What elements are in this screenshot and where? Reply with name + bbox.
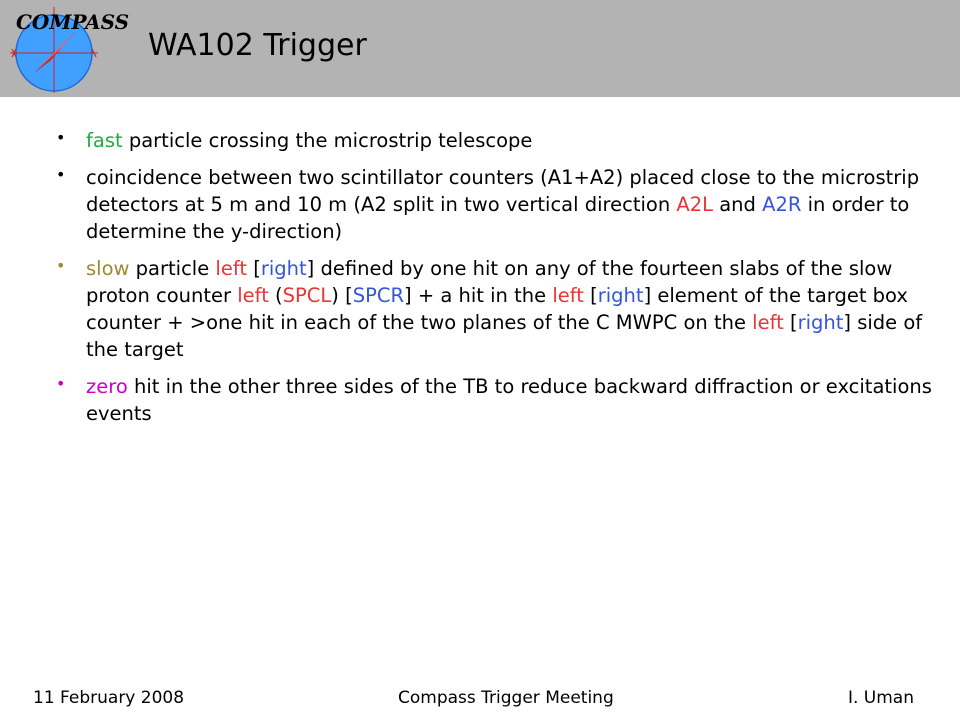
bullet-marker: •: [56, 128, 66, 147]
bullet-text-segment: ] + a hit in the: [404, 284, 553, 307]
bullet-text-segment: right: [260, 257, 307, 280]
bullet-text-segment: ] element of the target box counter + >one hit in each of the two planes of the C MWPC on the: [86, 284, 908, 334]
bullet-text-segment: fast: [86, 129, 123, 152]
bullet-item: [56, 127, 936, 154]
bullet-text-segment: right: [797, 311, 844, 334]
bullet-text-segment: ] defined by one hit on any of the fourteen slabs of the slow proton counter: [86, 257, 893, 307]
bullet-text-segment: SPCR: [352, 284, 405, 307]
bullet-text-segment: [: [247, 257, 261, 280]
bullet-text-segment: particle: [129, 257, 216, 280]
bullet-text-segment: coincidence between two scintillator counters (A1+A2) placed close to the microstrip detectors at 5 m and 10 m (A2 split in two vertical direction: [86, 166, 920, 216]
bullet-text-segment: [: [783, 311, 798, 334]
bullet-text-segment: ) [: [331, 284, 353, 307]
footer-author: I. Uman: [847, 688, 914, 708]
bullet-text-segment: left: [237, 284, 269, 307]
bullet-text-segment: right: [597, 284, 644, 307]
bullet-text-segment: zero: [86, 375, 128, 398]
bullet-item: [56, 255, 936, 363]
bullet-text-segment: A2R: [762, 193, 802, 216]
bullet-text-segment: left: [752, 311, 784, 334]
bullet-text-segment: hit in the other three sides of the TB to reduce backward diffraction or excitations events: [86, 375, 932, 425]
footer-meeting: Compass Trigger Meeting: [398, 688, 614, 708]
bullet-text-segment: left: [552, 284, 584, 307]
bullet-marker: •: [56, 374, 66, 393]
bullet-text-segment: particle crossing the microstrip telescope: [122, 129, 533, 152]
slide-header: [0, 0, 960, 97]
slide-title: WA102 Trigger: [148, 28, 367, 63]
bullet-marker: •: [56, 165, 66, 184]
bullet-list: [56, 127, 936, 437]
logo-text: COMPASS: [16, 10, 130, 34]
compass-logo: [10, 3, 130, 95]
bullet-item: [56, 373, 936, 427]
bullet-text-segment: (: [268, 284, 283, 307]
bullet-text-segment: SPCL: [282, 284, 332, 307]
bullet-text-segment: ] side of the target: [86, 311, 923, 361]
bullet-text-segment: [: [583, 284, 598, 307]
bullet-item: [56, 164, 936, 245]
bullet-marker: •: [56, 256, 66, 275]
bullet-text-segment: slow: [86, 257, 130, 280]
bullet-text-segment: in order to determine the y-direction): [86, 193, 910, 243]
bullet-text-segment: and: [713, 193, 763, 216]
slide-footer: [0, 688, 960, 712]
bullet-text-segment: left: [215, 257, 248, 280]
footer-date: 11 February 2008: [33, 688, 185, 708]
bullet-text-segment: A2L: [676, 193, 714, 216]
